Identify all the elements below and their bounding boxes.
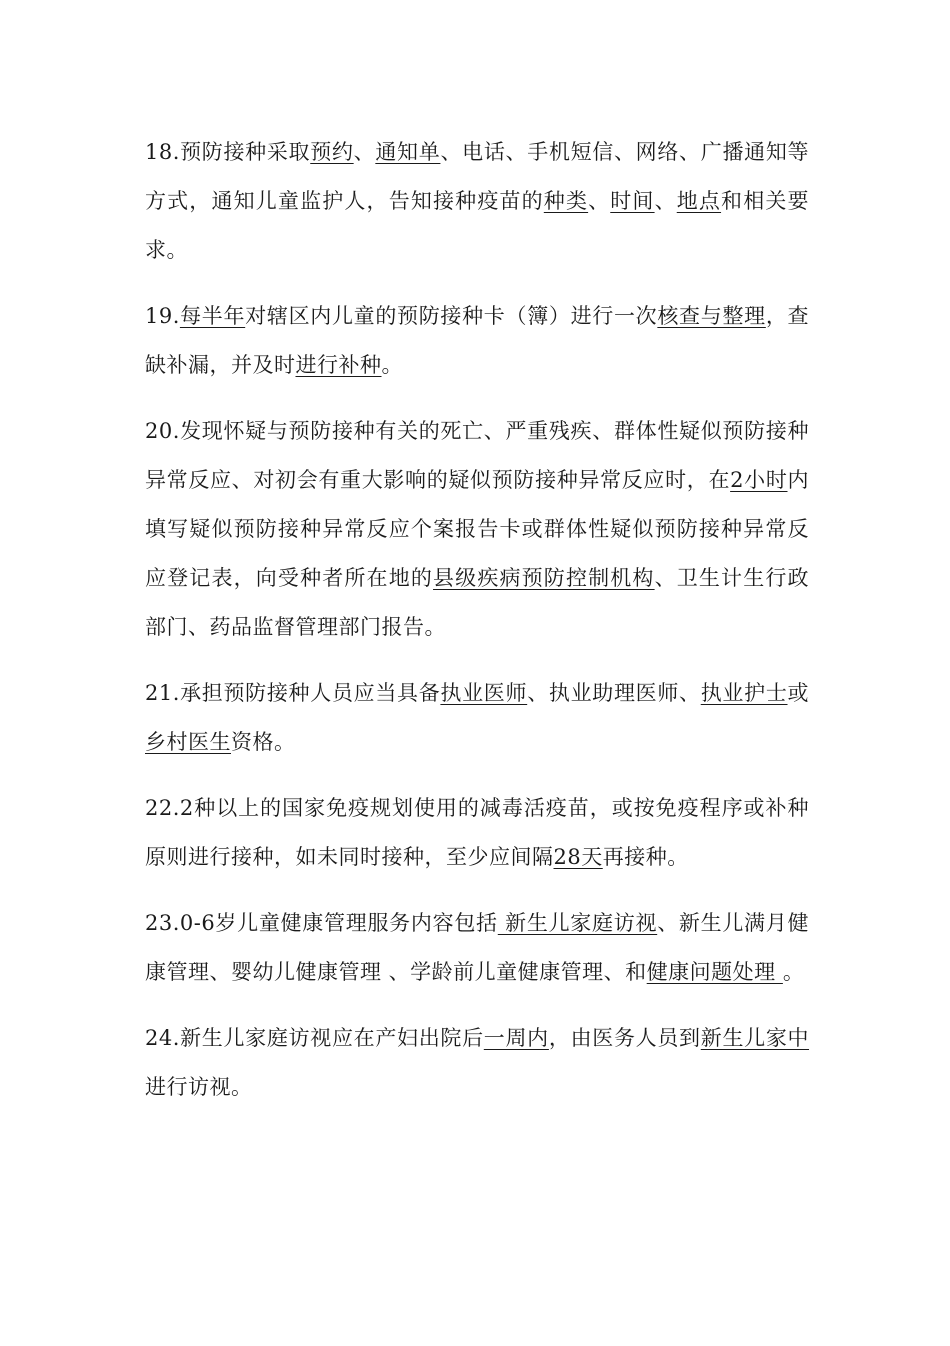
question-20 (145, 407, 809, 652)
text-segment: 内填写疑似预防接种异常反应个案报告卡或群体性疑似预防接种异常反应登记表，向受种者所在地的 (145, 468, 809, 590)
text-segment: 20.发现怀疑与预防接种有关的死亡、严重残疾、群体性疑似预防接种异常反应、对初会有重大影响的疑似预防接种异常反应时，在 (145, 419, 809, 492)
answer-blank: 健康问题处理 (646, 960, 783, 984)
text-segment: 、新生儿满月健康管理、婴幼儿健康管理 、学龄前儿童健康管理、和 (145, 911, 809, 984)
answer-blank: 一周内 (483, 1026, 549, 1050)
text-segment: ，由医务人员到 (548, 1026, 701, 1050)
question-19 (145, 292, 809, 390)
text-segment: 18.预防接种采取 (145, 140, 311, 164)
text-segment: 、执业助理医师、 (527, 681, 701, 705)
text-segment: 22.2种以上的国家免疫规划使用的减毒活疫苗，或按免疫程序或补种原则进行接种，如未同时接种，至少应间隔 (145, 796, 809, 869)
answer-blank: 县级疾病预防控制机构 (433, 566, 655, 590)
answer-blank: 地点 (676, 189, 722, 213)
answer-blank: 2小时 (730, 468, 788, 492)
answer-blank: 核查与整理 (657, 304, 766, 328)
question-23 (145, 899, 809, 997)
answer-blank: 每半年 (179, 304, 246, 328)
document-body (145, 128, 809, 1129)
answer-blank: 进行补种 (295, 353, 382, 377)
text-segment: 对辖区内儿童的预防接种卡（簿）进行一次 (245, 304, 658, 328)
text-segment: 19. (145, 304, 180, 328)
text-segment: 再接种。 (602, 845, 689, 869)
question-18 (145, 128, 809, 275)
answer-blank: 执业护士 (700, 681, 788, 705)
text-segment: 。 (381, 353, 403, 377)
answer-blank: 28天 (553, 845, 603, 869)
text-segment: 、电话、手机短信、网络、广播通知等方式，通知儿童监护人，告知接种疫苗的 (145, 140, 810, 213)
text-segment: 、 (654, 189, 677, 213)
question-24 (145, 1014, 809, 1112)
text-segment: 、卫生计生行政部门、药品监督管理部门报告。 (145, 566, 810, 639)
text-segment: 进行访视。 (145, 1075, 253, 1099)
text-segment: 23.0-6岁儿童健康管理服务内容包括 (145, 911, 498, 935)
text-segment: 21.承担预防接种人员应当具备 (145, 681, 441, 705)
text-segment: 、 (588, 189, 611, 213)
text-segment: 24.新生儿家庭访视应在产妇出院后 (145, 1026, 484, 1050)
answer-blank: 新生儿家中 (700, 1026, 810, 1050)
answer-blank: 乡村医生 (145, 730, 231, 754)
text-segment: 。 (782, 960, 805, 984)
text-segment: 和相关要求。 (145, 189, 810, 262)
question-22 (145, 784, 809, 882)
text-segment: 或 (787, 681, 810, 705)
answer-blank: 预约 (310, 140, 354, 164)
text-segment: 、 (353, 140, 376, 164)
answer-blank: 新生儿家庭访视 (497, 911, 658, 935)
answer-blank: 种类 (543, 189, 589, 213)
text-segment: 资格。 (231, 730, 296, 754)
text-segment: ，查缺补漏，并及时 (145, 304, 810, 377)
question-21 (145, 669, 809, 767)
answer-blank: 执业医师 (440, 681, 528, 705)
answer-blank: 时间 (610, 189, 655, 213)
answer-blank: 通知单 (375, 140, 441, 164)
